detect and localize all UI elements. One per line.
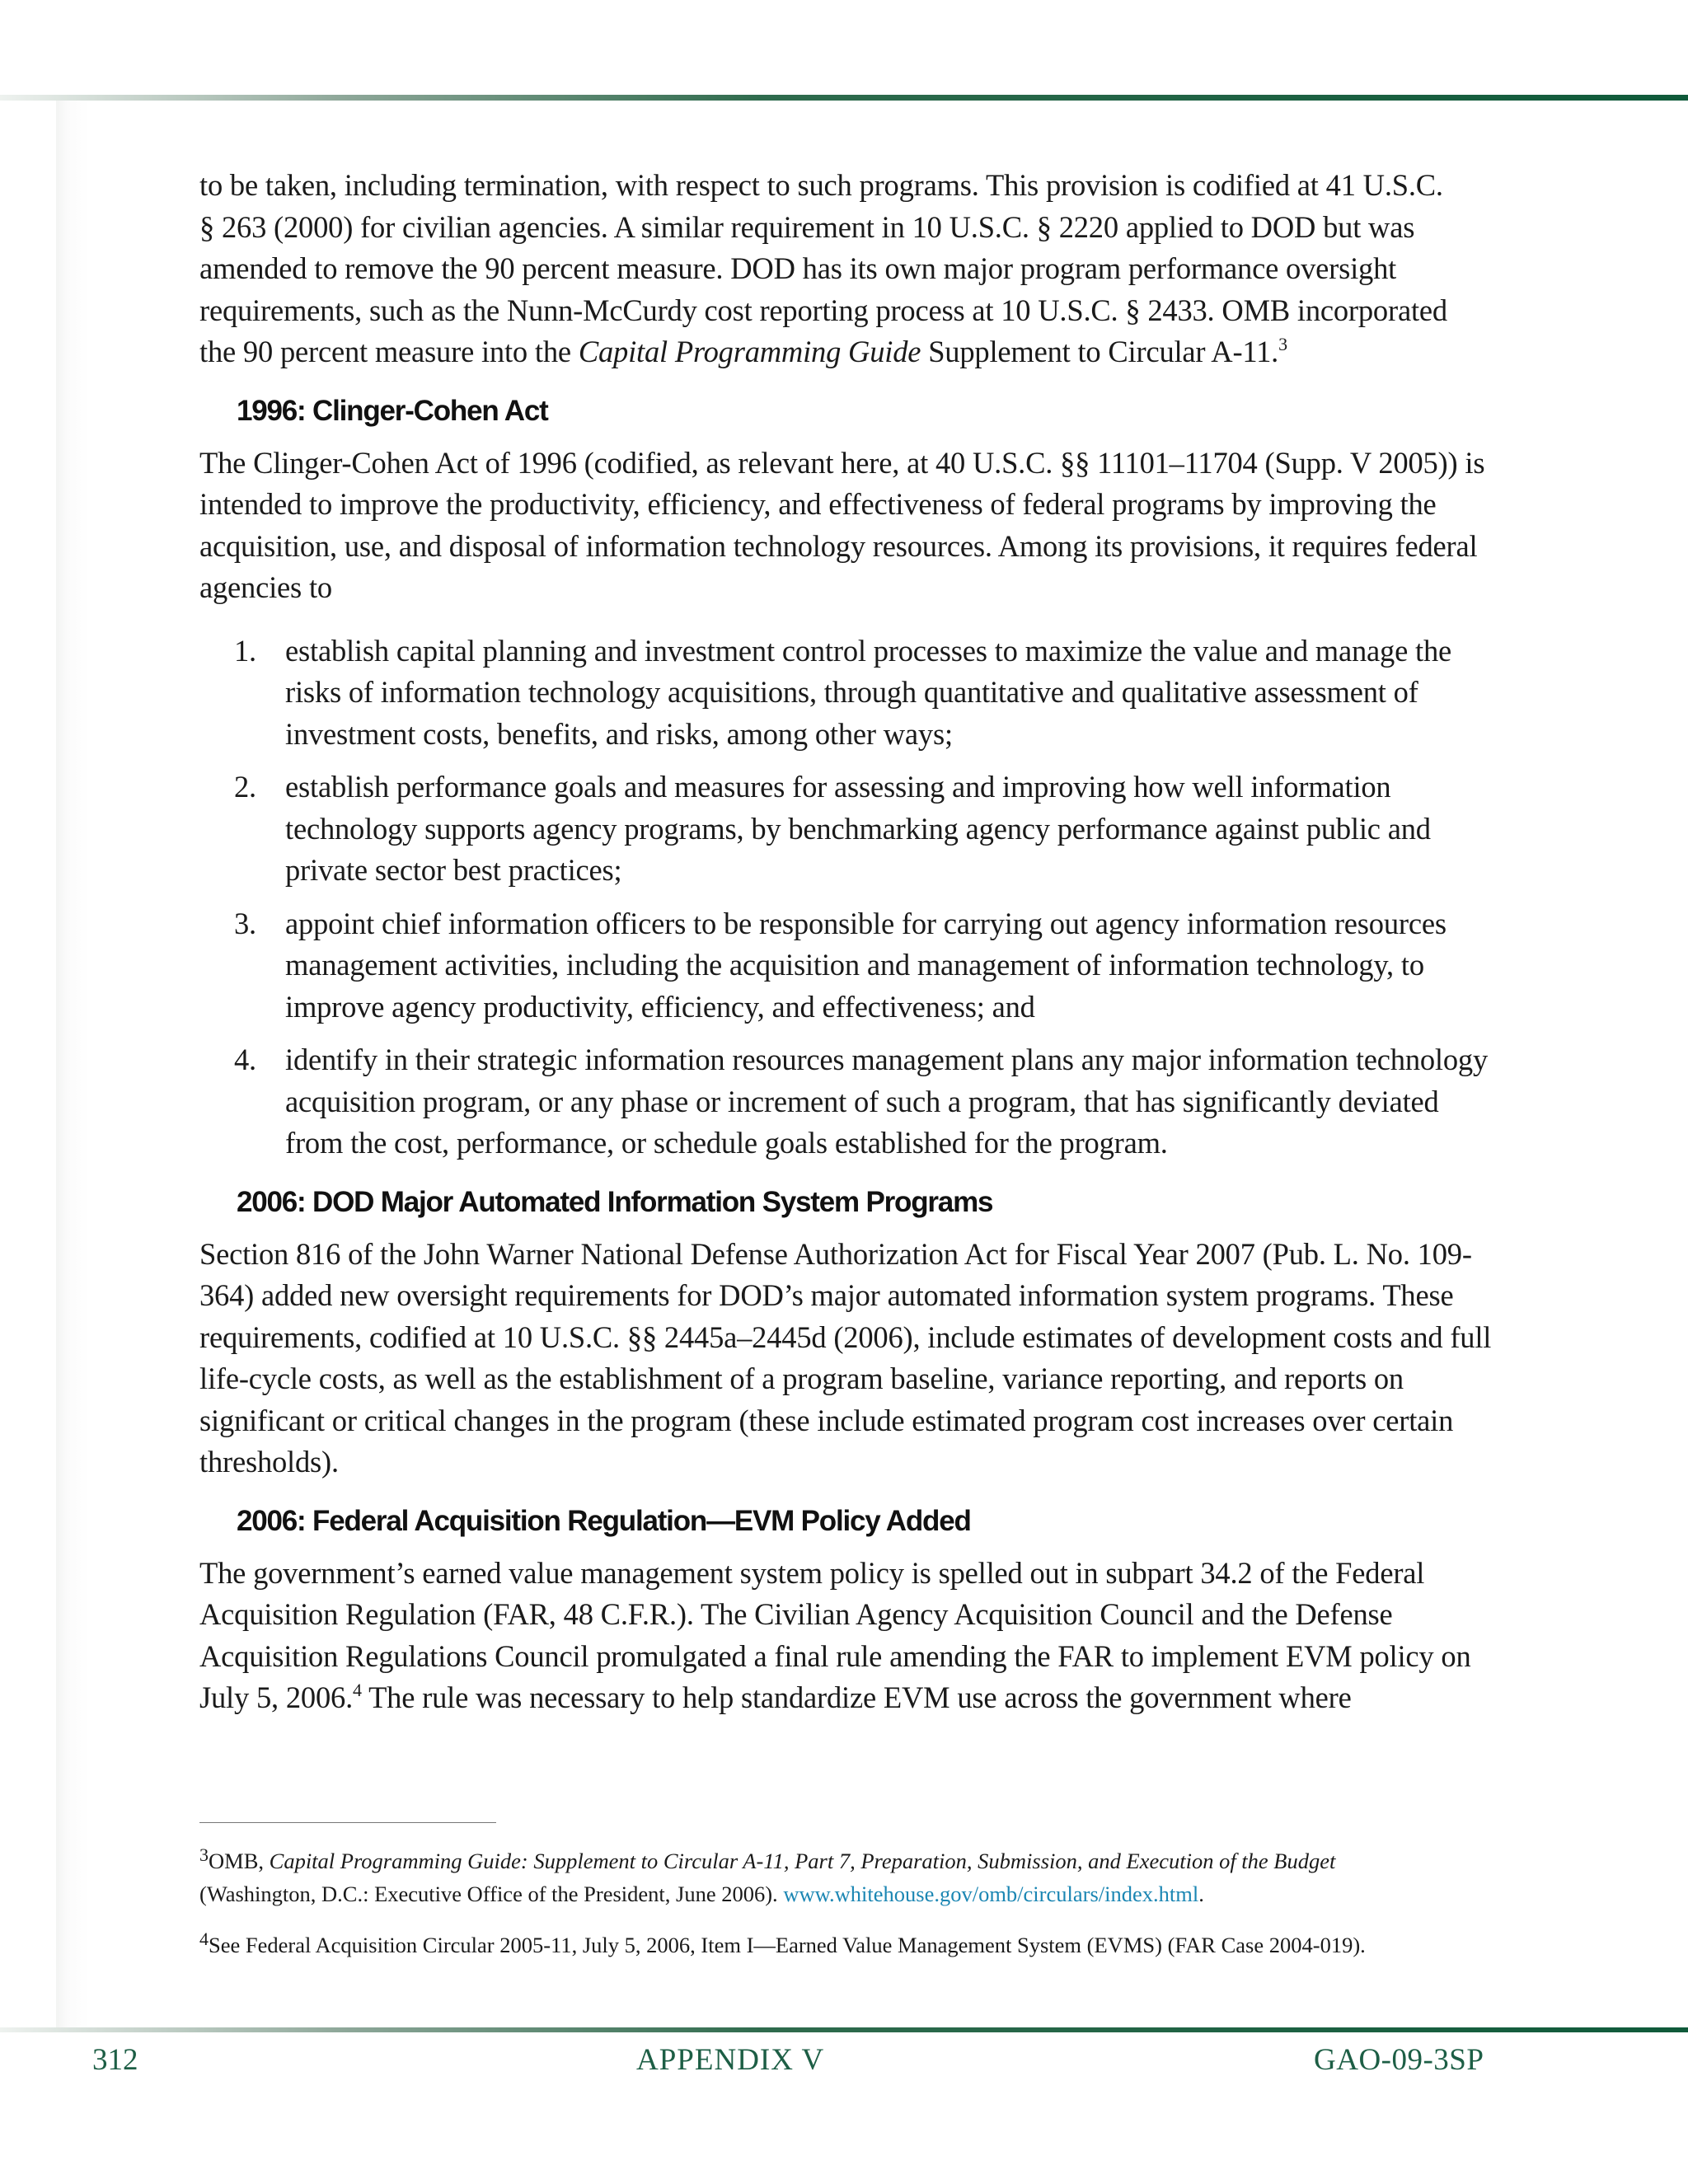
list-item — [199, 766, 1498, 892]
page-body — [199, 165, 1498, 1719]
section-label: APPENDIX V — [636, 2043, 825, 2077]
footnote-mark: 4 — [199, 1929, 209, 1949]
paragraph-far-evm — [199, 1553, 1498, 1719]
paragraph-dod-mais: Section 816 of the John Warner National Defense Authorization Act for Fiscal Year 2007 (Pub. L. No. 109-364) added new oversight requirements for DOD’s major automated information system programs. These requirements, codified at 10 U.S.C. §§ 2445a–2445d (2006), include estimates of development costs and full life-cycle costs, as well as the establishment of a program baseline, variance reporting, and reports on significant or critical changes in the program (these include estimated program cost increases over certain thresholds). — [199, 1236, 1492, 1479]
footnote-end: . — [1198, 1882, 1204, 1906]
footnote-mark: 3 — [199, 1844, 209, 1865]
list-text: establish performance goals and measures for assessing and improving how well information technology supports agency programs, by benchmarking agency performance against public and private sector best practices; — [285, 770, 1431, 887]
paragraph-text-end: The rule was necessary to help standardize EVM use across the government where — [361, 1680, 1352, 1714]
list-text: identify in their strategic information resources management plans any major information technology acquisition program, or any phase or increment of such a program, that has significantly deviated from the cost, performance, or schedule goals established for the program. — [285, 1043, 1489, 1160]
paragraph-line: requirements, such as the Nunn-McCurdy cost reporting process at 10 U.S.C. § 2433. OMB incorporated — [199, 293, 1447, 327]
requirements-list — [199, 630, 1498, 1165]
footnote-title: Capital Programming Guide: Supplement to Circular A-11, Part 7, Preparation, Submission, and Execution of the Budget — [269, 1849, 1336, 1873]
paragraph-line: to be taken, including termination, with respect to such programs. This provision is codified at 41 U.S.C. — [199, 168, 1443, 202]
list-text: establish capital planning and investment control processes to maximize the value and manage the risks of information technology acquisitions, through quantitative and qualitative assessment of investment costs, benefits, and risks, among other ways; — [285, 633, 1452, 751]
page-number: 312 — [92, 2043, 138, 2077]
guide-title: Capital Programming Guide — [578, 335, 921, 368]
list-item — [199, 903, 1498, 1029]
heading-far-evm: 2006: Federal Acquisition Regulation—EVM Policy Added — [237, 1504, 971, 1537]
footnote-ref-3[interactable]: 3 — [1278, 334, 1287, 354]
footnote-text: See Federal Acquisition Circular 2005-11, July 5, 2006, Item I—Earned Value Management System (EVMS) (FAR Case 2004-019). — [209, 1933, 1366, 1957]
list-number: 4. — [234, 1043, 256, 1076]
footnote-ref-4[interactable]: 4 — [353, 1680, 362, 1700]
list-item — [199, 630, 1498, 756]
footnote-link[interactable]: www.whitehouse.gov/omb/circulars/index.html — [783, 1882, 1199, 1906]
list-item — [199, 1039, 1498, 1165]
footnote-prefix: OMB, — [209, 1849, 270, 1873]
paragraph-line: the 90 percent measure into the — [199, 335, 579, 368]
footnote-4 — [199, 1929, 1518, 1961]
footnote-3 — [199, 1844, 1518, 1910]
list-number: 2. — [234, 770, 256, 804]
paragraph-line: § 263 (2000) for civilian agencies. A similar requirement in 10 U.S.C. § 2220 applied to DOD but was — [199, 209, 1415, 244]
footnotes — [199, 1844, 1518, 1980]
header-rule — [0, 95, 1688, 101]
heading-clinger-cohen: 1996: Clinger-Cohen Act — [237, 394, 548, 427]
footer-rule — [0, 2027, 1688, 2032]
footnote-divider — [199, 1822, 496, 1823]
footnote-publisher: (Washington, D.C.: Executive Office of the President, June 2006). — [199, 1882, 784, 1906]
paragraph-clinger-cohen: The Clinger-Cohen Act of 1996 (codified, as relevant here, at 40 U.S.C. §§ 11101–11704 (Supp. V 2005)) is intended to improve the productivity, efficiency, and effectiveness of federal programs by improving the acquisition, use, and disposal of information technology resources. Among its provisions, it requires federal agencies to — [199, 445, 1485, 604]
paragraph-line-end: Supplement to Circular A-11. — [921, 335, 1279, 368]
list-number: 3. — [234, 906, 256, 940]
list-number: 1. — [234, 633, 256, 668]
report-id: GAO-09-3SP — [1314, 2043, 1484, 2077]
paragraph-continuation — [199, 165, 1498, 373]
paragraph-text: The government’s earned value management system policy is spelled out in subpart 34.2 of the Federal Acquisition Regulation (FAR, 48 C.F.R.). The Civilian Agency Acquisition Council and the Defense Acquisition Regulations Council promulgated a final rule amending the FAR to implement EVM policy on July 5, 2006. — [199, 1555, 1471, 1714]
heading-dod-mais: 2006: DOD Major Automated Information System Programs — [237, 1185, 993, 1218]
paragraph-line: amended to remove the 90 percent measure. DOD has its own major program performance oversight — [199, 251, 1397, 285]
list-text: appoint chief information officers to be responsible for carrying out agency information resources management activities, including the acquisition and management of information technology, to improve agency productivity, efficiency, and effectiveness; and — [285, 906, 1447, 1024]
